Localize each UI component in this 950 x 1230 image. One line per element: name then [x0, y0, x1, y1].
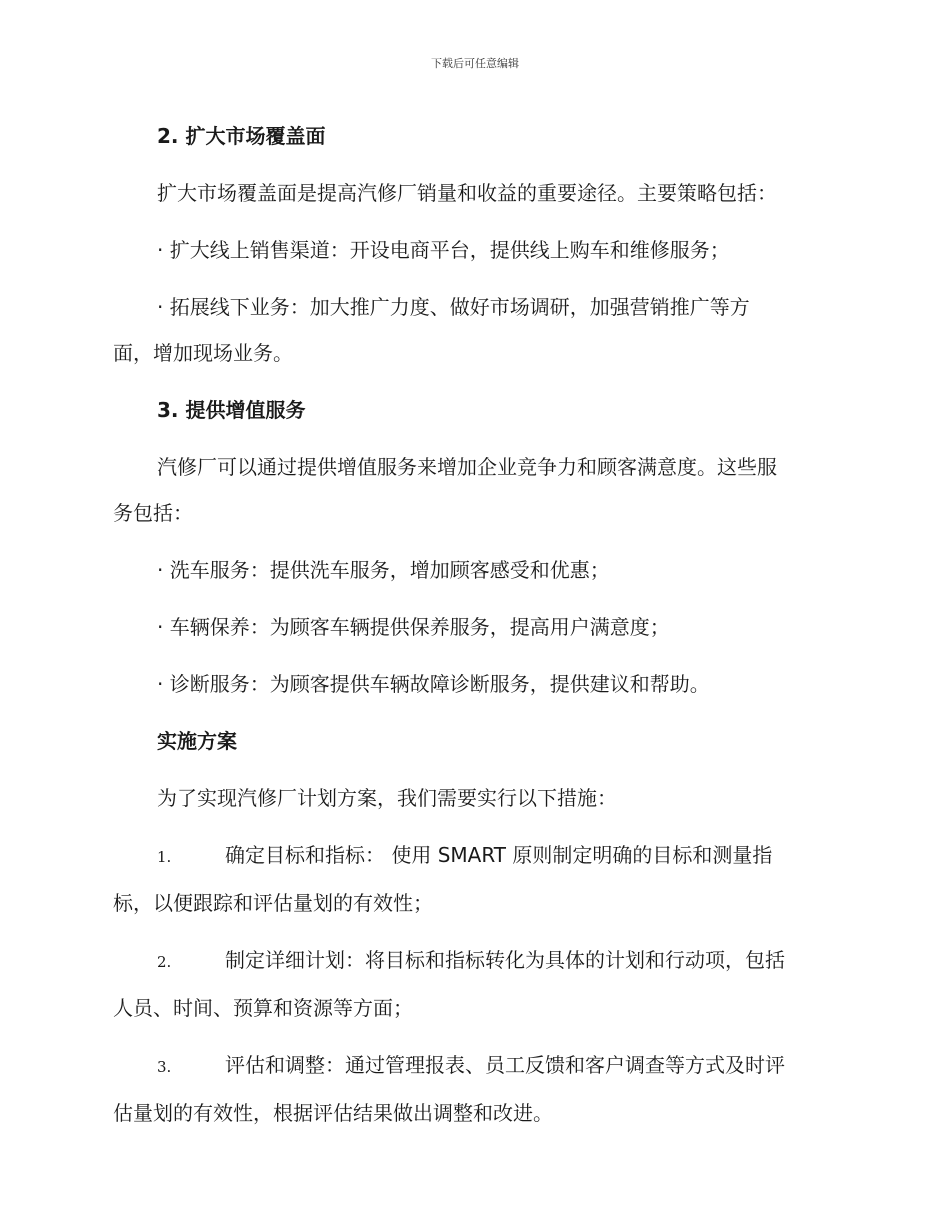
- section-heading: 实施方案: [157, 729, 237, 753]
- bullet-item: · 扩大线上销售渠道：开设电商平台，提供线上购车和维修服务；: [157, 238, 730, 262]
- bullet-item: · 车辆保养：为顾客车辆提供保养服务，提高用户满意度；: [157, 615, 670, 639]
- page-header-note: 下载后可任意编辑: [431, 57, 519, 70]
- paragraph: 扩大市场覆盖面是提高汽修厂销量和收益的重要途径。主要策略包括：: [157, 181, 777, 205]
- numbered-item-continuation: 估量划的有效性，根据评估结果做出调整和改进。: [113, 1101, 553, 1125]
- item-text: 制定详细计划：将目标和指标转化为具体的计划和行动项，包括: [225, 948, 785, 972]
- numbered-item: [113, 937, 835, 985]
- numbered-item: [113, 1042, 835, 1090]
- section-heading: 2. 扩大市场覆盖面: [157, 124, 326, 148]
- numbered-item-continuation: 标，以便跟踪和评估量划的有效性；: [113, 891, 433, 915]
- section-heading: 3. 提供增值服务: [157, 398, 306, 422]
- item-text: 确定目标和指标： 使用 SMART 原则制定明确的目标和测量指: [225, 843, 773, 867]
- item-number: 2.: [157, 953, 172, 971]
- document-body: [113, 113, 835, 1136]
- paragraph-continuation: 务包括：: [113, 501, 193, 525]
- paragraph: 为了实现汽修厂计划方案，我们需要实行以下措施：: [157, 786, 617, 810]
- numbered-item-continuation: 人员、时间、预算和资源等方面；: [113, 996, 413, 1020]
- item-text: 评估和调整：通过管理报表、员工反馈和客户调查等方式及时评: [225, 1053, 785, 1077]
- bullet-item-continuation: 面，增加现场业务。: [113, 341, 293, 365]
- bullet-item: · 洗车服务：提供洗车服务，增加顾客感受和优惠；: [157, 558, 610, 582]
- bullet-item: · 拓展线下业务：加大推广力度、做好市场调研，加强营销推广等方: [157, 295, 750, 319]
- paragraph: 汽修厂可以通过提供增值服务来增加企业竞争力和顾客满意度。这些服: [157, 455, 777, 479]
- item-number: 3.: [157, 1058, 172, 1076]
- bullet-item: · 诊断服务：为顾客提供车辆故障诊断服务，提供建议和帮助。: [157, 672, 710, 696]
- item-number: 1.: [157, 848, 172, 866]
- numbered-item: [113, 832, 835, 880]
